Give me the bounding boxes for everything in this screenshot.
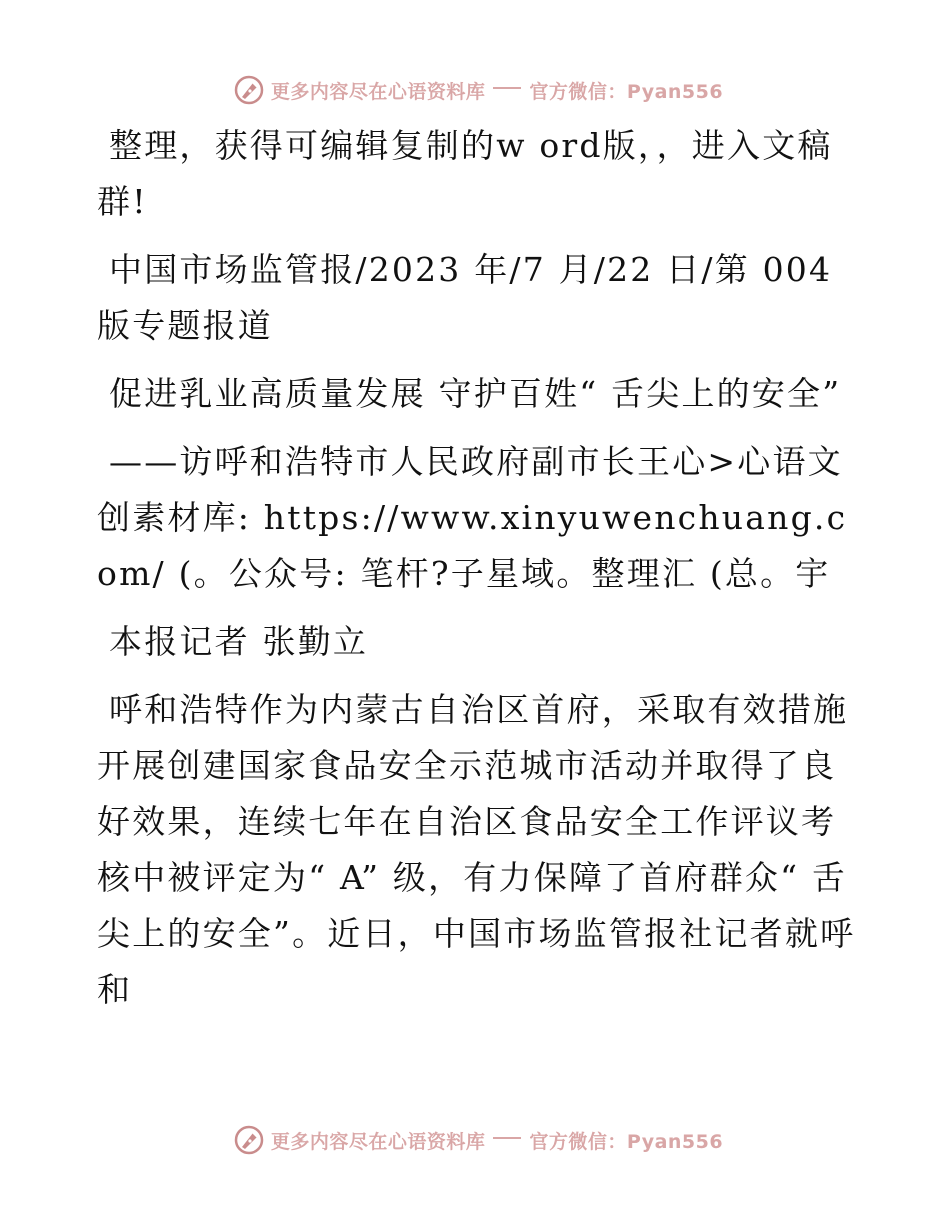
footer-watermark-banner bbox=[0, 1120, 950, 1160]
banner-main-text: 更多内容尽在心语资料库 bbox=[270, 80, 486, 103]
header-watermark-banner bbox=[0, 70, 950, 110]
body-paragraph: 呼和浩特作为内蒙古自治区首府，采取有效措施开展创建国家食品安全示范城市活动并取得了良好效果，连续七年在自治区食品安全工作评议考核中被评定为“ A” 级，有力保障了首府群众“ 舌尖上的安全”。近日，中国市场监管报社记者就呼和 bbox=[97, 690, 856, 1009]
pen-nib-circle-icon bbox=[233, 74, 265, 106]
publication-info: 中国市场监管报/2023 年/7 月/22 日/第 004 版专题报道 bbox=[97, 250, 833, 345]
pen-nib-circle-icon bbox=[233, 1124, 265, 1156]
article-title: 促进乳业高质量发展 守护百姓“ 舌尖上的安全” bbox=[109, 374, 842, 413]
banner-dash bbox=[493, 1137, 521, 1139]
intro-paragraph: 整理，获得可编辑复制的w ord版，，进入文稿群! bbox=[97, 126, 833, 221]
document-body bbox=[97, 118, 857, 1030]
banner-contact-text: 官方微信：Pyan556 bbox=[529, 1130, 724, 1153]
banner-main-text: 更多内容尽在心语资料库 bbox=[270, 1130, 486, 1153]
article-subtitle: ——访呼和浩特市人民政府副市长王心>心语文创素材库: https://www.xinyuwenchuang.com/ (。公众号: 笔杆?子星域。整理汇 (总。宇 bbox=[97, 442, 848, 593]
banner-dash bbox=[493, 87, 521, 89]
byline: 本报记者 张勤立 bbox=[109, 622, 369, 661]
banner-contact-text: 官方微信：Pyan556 bbox=[529, 80, 724, 103]
